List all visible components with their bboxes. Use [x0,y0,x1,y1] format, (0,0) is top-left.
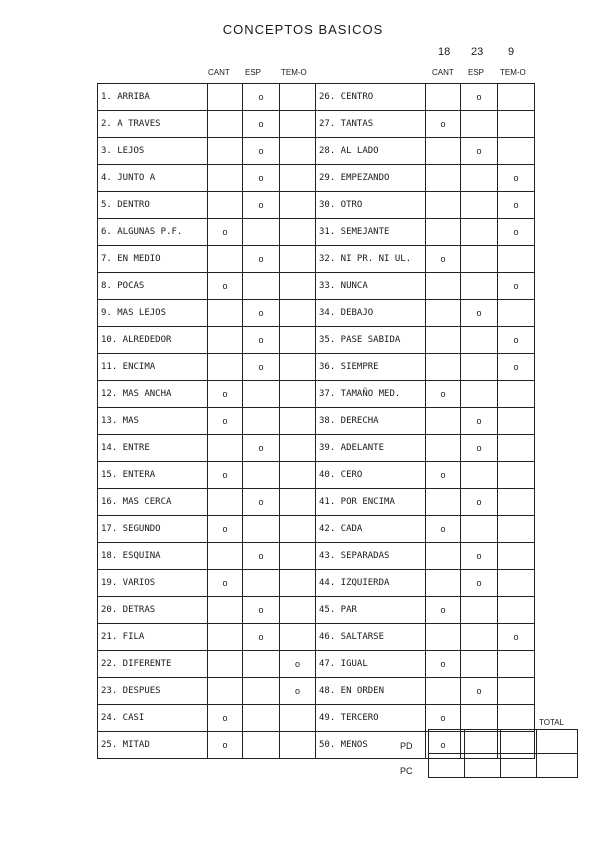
circle-mark: o [294,659,300,669]
table-row [98,651,535,678]
left-temp-cell[interactable] [280,705,316,732]
left-esp-cell[interactable] [243,570,280,597]
right-cant-cell[interactable] [426,489,461,516]
circle-mark: o [476,308,482,318]
right-item-label: 43. SEPARADAS [316,543,426,570]
left-cant-cell[interactable] [208,408,243,435]
page-title: CONCEPTOS BASICOS [222,22,384,37]
table-row [98,111,535,138]
left-temp-cell[interactable] [280,543,316,570]
table-row [98,489,535,516]
table-row [98,327,535,354]
pc-esp-cell[interactable] [465,754,501,778]
left-item-label: 23. DESPUES [98,678,208,705]
left-cant-cell[interactable] [208,246,243,273]
left-temp-cell[interactable] [280,408,316,435]
right-temp-cell[interactable] [498,597,535,624]
left-temp-cell[interactable] [280,381,316,408]
left-cant-cell[interactable] [208,273,243,300]
concepts-grid [97,83,535,759]
left-temp-cell[interactable] [280,84,316,111]
circle-mark: o [258,497,264,507]
right-temp-cell[interactable] [498,273,535,300]
left-cant-cell[interactable] [208,678,243,705]
pc-cant-cell[interactable] [429,754,465,778]
score-table [428,729,578,778]
table-row [98,408,535,435]
left-cant-cell[interactable] [208,462,243,489]
right-item-label: 42. CADA [316,516,426,543]
right-item-label: 29. EMPEZANDO [316,165,426,192]
left-item-label: 7. EN MEDIO [98,246,208,273]
table-row [98,84,535,111]
right-cant-cell[interactable] [426,273,461,300]
circle-mark: o [258,92,264,102]
right-cant-cell[interactable] [426,597,461,624]
circle-mark: o [513,173,519,183]
right-esp-cell[interactable] [461,381,498,408]
right-item-label: 49. TERCERO [316,705,426,732]
left-esp-cell[interactable] [243,408,280,435]
circle-mark: o [258,200,264,210]
pd-esp-cell[interactable] [465,730,501,754]
right-cant-cell[interactable] [426,543,461,570]
left-esp-cell[interactable] [243,354,280,381]
circle-mark: o [513,362,519,372]
circle-mark: o [440,254,446,264]
right-cant-cell[interactable] [426,192,461,219]
left-esp-cell[interactable] [243,705,280,732]
circle-mark: o [258,335,264,345]
circle-mark: o [294,686,300,696]
right-cant-cell[interactable] [426,516,461,543]
left-esp-cell[interactable] [243,462,280,489]
right-item-label: 31. SEMEJANTE [316,219,426,246]
circle-mark: o [258,443,264,453]
left-item-label: 19. VARIOS [98,570,208,597]
circle-mark: o [258,146,264,156]
table-row [98,516,535,543]
left-cant-cell[interactable] [208,435,243,462]
left-item-label: 22. DIFERENTE [98,651,208,678]
right-item-label: 37. TAMAÑO MED. [316,381,426,408]
right-esp-cell[interactable] [461,597,498,624]
left-item-label: 6. ALGUNAS P.F. [98,219,208,246]
left-temp-cell[interactable] [280,327,316,354]
circle-mark: o [476,92,482,102]
circle-mark: o [476,551,482,561]
right-cant-cell[interactable] [426,651,461,678]
left-temp-cell[interactable] [280,462,316,489]
left-temp-cell[interactable] [280,354,316,381]
right-esp-cell[interactable] [461,165,498,192]
left-temp-cell[interactable] [280,570,316,597]
circle-mark: o [513,632,519,642]
right-item-label: 32. NI PR. NI UL. [316,246,426,273]
left-temp-cell[interactable] [280,219,316,246]
table-row [98,705,535,732]
circle-mark: o [258,308,264,318]
left-item-label: 25. MITAD [98,732,208,759]
left-item-label: 18. ESQUINA [98,543,208,570]
pc-total-cell[interactable] [537,754,578,778]
left-esp-cell[interactable] [243,273,280,300]
left-cant-cell[interactable] [208,705,243,732]
left-item-label: 11. ENCIMA [98,354,208,381]
right-temp-cell[interactable] [498,192,535,219]
circle-mark: o [476,146,482,156]
left-item-label: 3. LEJOS [98,138,208,165]
pc-label: PC [400,766,413,776]
left-temp-cell[interactable] [280,678,316,705]
right-temp-cell[interactable] [498,111,535,138]
circle-mark: o [440,713,446,723]
circle-mark: o [258,632,264,642]
left-cant-cell[interactable] [208,327,243,354]
circle-mark: o [440,659,446,669]
right-cant-cell[interactable] [426,435,461,462]
left-esp-cell[interactable] [243,192,280,219]
left-cant-cell[interactable] [208,111,243,138]
right-esp-cell[interactable] [461,219,498,246]
right-item-label: 39. ADELANTE [316,435,426,462]
left-esp-cell[interactable] [243,300,280,327]
right-temp-cell[interactable] [498,543,535,570]
circle-mark: o [222,281,228,291]
table-row [98,570,535,597]
circle-mark: o [222,578,228,588]
right-temp-cell[interactable] [498,489,535,516]
circle-mark: o [440,119,446,129]
right-item-label: 44. IZQUIERDA [316,570,426,597]
pd-cant-cell[interactable] [429,730,465,754]
table-row [98,165,535,192]
circle-mark: o [258,173,264,183]
table-row [98,543,535,570]
right-item-label: 36. SIEMPRE [316,354,426,381]
left-temp-cell[interactable] [280,651,316,678]
left-cant-cell[interactable] [208,84,243,111]
right-item-label: 27. TANTAS [316,111,426,138]
right-item-label: 28. AL LADO [316,138,426,165]
left-item-label: 21. FILA [98,624,208,651]
right-temp-cell[interactable] [498,165,535,192]
right-cant-cell[interactable] [426,408,461,435]
right-esp-cell[interactable] [461,516,498,543]
right-esp-cell[interactable] [461,462,498,489]
right-cant-cell[interactable] [426,111,461,138]
left-item-label: 17. SEGUNDO [98,516,208,543]
table-row [98,273,535,300]
circle-mark: o [513,227,519,237]
right-cant-cell[interactable] [426,246,461,273]
right-esp-cell[interactable] [461,192,498,219]
left-cant-cell[interactable] [208,651,243,678]
left-temp-cell[interactable] [280,624,316,651]
left-item-label: 9. MAS LEJOS [98,300,208,327]
left-item-label: 8. POCAS [98,273,208,300]
circle-mark: o [440,740,446,750]
right-temp-cell[interactable] [498,84,535,111]
left-item-label: 15. ENTERA [98,462,208,489]
circle-mark: o [476,443,482,453]
right-esp-cell[interactable] [461,246,498,273]
right-item-label: 34. DEBAJO [316,300,426,327]
left-cant-cell[interactable] [208,192,243,219]
left-cant-cell[interactable] [208,381,243,408]
table-row [98,624,535,651]
circle-mark: o [222,470,228,480]
right-item-label: 33. NUNCA [316,273,426,300]
pd-total-cell[interactable] [537,730,578,754]
left-cant-cell[interactable] [208,354,243,381]
circle-mark: o [222,524,228,534]
circle-mark: o [476,416,482,426]
right-cant-cell[interactable] [426,138,461,165]
right-esp-cell[interactable] [461,138,498,165]
right-esp-cell[interactable] [461,273,498,300]
right-item-label: 38. DERECHA [316,408,426,435]
right-temp-cell[interactable] [498,354,535,381]
left-temp-cell[interactable] [280,597,316,624]
right-item-label: 48. EN ORDEN [316,678,426,705]
left-esp-cell[interactable] [243,678,280,705]
table-row [98,138,535,165]
left-esp-cell[interactable] [243,732,280,759]
right-cant-cell[interactable] [426,678,461,705]
circle-mark: o [440,470,446,480]
left-temp-cell[interactable] [280,516,316,543]
left-header-cant: CANT [208,68,230,77]
right-esp-cell[interactable] [461,705,498,732]
circle-mark: o [513,200,519,210]
circle-mark: o [513,335,519,345]
circle-mark: o [513,281,519,291]
left-temp-cell[interactable] [280,192,316,219]
circle-mark: o [476,686,482,696]
left-cant-cell[interactable] [208,489,243,516]
left-temp-cell[interactable] [280,165,316,192]
left-temp-cell[interactable] [280,138,316,165]
left-header-esp: ESP [245,68,262,77]
right-esp-cell[interactable] [461,300,498,327]
circle-mark: o [440,389,446,399]
circle-mark: o [258,254,264,264]
left-item-label: 2. A TRAVES [98,111,208,138]
left-esp-cell[interactable] [243,246,280,273]
circle-mark: o [222,227,228,237]
right-item-label: 45. PAR [316,597,426,624]
right-temp-cell[interactable] [498,381,535,408]
right-cant-cell[interactable] [426,300,461,327]
right-esp-cell[interactable] [461,111,498,138]
table-row [98,192,535,219]
score-row-pd [429,730,578,754]
right-cant-cell[interactable] [426,570,461,597]
score-row-pc [429,754,578,778]
circle-mark: o [440,524,446,534]
left-temp-cell[interactable] [280,246,316,273]
right-count-esp: 23 [471,46,484,58]
pc-temp-cell[interactable] [501,754,537,778]
table-row [98,678,535,705]
right-cant-cell[interactable] [426,327,461,354]
right-temp-cell[interactable] [498,570,535,597]
left-esp-cell[interactable] [243,624,280,651]
left-esp-cell[interactable] [243,597,280,624]
left-item-label: 10. ALREDEDOR [98,327,208,354]
table-row [98,462,535,489]
left-cant-cell[interactable] [208,732,243,759]
table-row [98,354,535,381]
right-temp-cell[interactable] [498,705,535,732]
right-temp-cell[interactable] [498,327,535,354]
left-cant-cell[interactable] [208,300,243,327]
right-item-label: 47. IGUAL [316,651,426,678]
right-temp-cell[interactable] [498,219,535,246]
left-esp-cell[interactable] [243,327,280,354]
right-temp-cell[interactable] [498,246,535,273]
right-temp-cell[interactable] [498,462,535,489]
right-esp-cell[interactable] [461,543,498,570]
table-row [98,246,535,273]
pd-temp-cell[interactable] [501,730,537,754]
left-cant-cell[interactable] [208,138,243,165]
right-esp-cell[interactable] [461,651,498,678]
right-item-label: 41. POR ENCIMA [316,489,426,516]
right-count-cant: 18 [438,46,451,58]
right-temp-cell[interactable] [498,516,535,543]
left-item-label: 16. MAS CERCA [98,489,208,516]
right-temp-cell[interactable] [498,408,535,435]
left-temp-cell[interactable] [280,273,316,300]
circle-mark: o [222,713,228,723]
right-temp-cell[interactable] [498,651,535,678]
table-row [98,597,535,624]
right-temp-cell[interactable] [498,435,535,462]
right-header-esp: ESP [468,68,485,77]
left-item-label: 13. MAS [98,408,208,435]
right-temp-cell[interactable] [498,300,535,327]
right-item-label: 26. CENTRO [316,84,426,111]
left-header-temp: TEM-O [281,68,307,77]
left-cant-cell[interactable] [208,543,243,570]
left-cant-cell[interactable] [208,597,243,624]
right-temp-cell[interactable] [498,624,535,651]
pd-label: PD [400,741,413,751]
right-esp-cell[interactable] [461,435,498,462]
left-cant-cell[interactable] [208,516,243,543]
right-esp-cell[interactable] [461,354,498,381]
right-cant-cell[interactable] [426,354,461,381]
circle-mark: o [258,362,264,372]
circle-mark: o [258,551,264,561]
right-temp-cell[interactable] [498,678,535,705]
circle-mark: o [476,578,482,588]
right-header-cant: CANT [432,68,454,77]
right-esp-cell[interactable] [461,408,498,435]
right-item-label: 50. MENOS [316,732,426,759]
left-esp-cell[interactable] [243,435,280,462]
right-count-temp: 9 [508,46,515,58]
left-esp-cell[interactable] [243,651,280,678]
left-esp-cell[interactable] [243,165,280,192]
table-row [98,300,535,327]
table-row [98,435,535,462]
right-esp-cell[interactable] [461,570,498,597]
left-esp-cell[interactable] [243,543,280,570]
circle-mark: o [440,605,446,615]
right-esp-cell[interactable] [461,84,498,111]
right-cant-cell[interactable] [426,624,461,651]
circle-mark: o [476,497,482,507]
left-esp-cell[interactable] [243,381,280,408]
left-esp-cell[interactable] [243,516,280,543]
left-temp-cell[interactable] [280,489,316,516]
right-cant-cell[interactable] [426,165,461,192]
left-cant-cell[interactable] [208,165,243,192]
right-item-label: 46. SALTARSE [316,624,426,651]
left-temp-cell[interactable] [280,732,316,759]
left-item-label: 14. ENTRE [98,435,208,462]
table-row [98,219,535,246]
left-esp-cell[interactable] [243,84,280,111]
left-cant-cell[interactable] [208,570,243,597]
right-item-label: 30. OTRO [316,192,426,219]
left-esp-cell[interactable] [243,489,280,516]
right-item-label: 40. CERO [316,462,426,489]
left-esp-cell[interactable] [243,111,280,138]
left-item-label: 1. ARRIBA [98,84,208,111]
right-item-label: 35. PASE SABIDA [316,327,426,354]
circle-mark: o [258,119,264,129]
right-cant-cell[interactable] [426,462,461,489]
left-temp-cell[interactable] [280,300,316,327]
left-item-label: 24. CASI [98,705,208,732]
circle-mark: o [258,605,264,615]
left-esp-cell[interactable] [243,219,280,246]
left-cant-cell[interactable] [208,624,243,651]
right-esp-cell[interactable] [461,678,498,705]
left-item-label: 4. JUNTO A [98,165,208,192]
right-esp-cell[interactable] [461,489,498,516]
left-item-label: 12. MAS ANCHA [98,381,208,408]
circle-mark: o [222,389,228,399]
right-cant-cell[interactable] [426,381,461,408]
left-esp-cell[interactable] [243,138,280,165]
right-esp-cell[interactable] [461,327,498,354]
right-cant-cell[interactable] [426,84,461,111]
circle-mark: o [222,416,228,426]
total-label: TOTAL [539,718,565,727]
table-row [98,381,535,408]
left-cant-cell[interactable] [208,219,243,246]
right-header-temp: TEM-O [500,68,526,77]
circle-mark: o [222,740,228,750]
left-item-label: 5. DENTRO [98,192,208,219]
right-temp-cell[interactable] [498,138,535,165]
right-cant-cell[interactable] [426,705,461,732]
left-temp-cell[interactable] [280,111,316,138]
right-cant-cell[interactable] [426,219,461,246]
left-item-label: 20. DETRAS [98,597,208,624]
left-temp-cell[interactable] [280,435,316,462]
right-esp-cell[interactable] [461,624,498,651]
